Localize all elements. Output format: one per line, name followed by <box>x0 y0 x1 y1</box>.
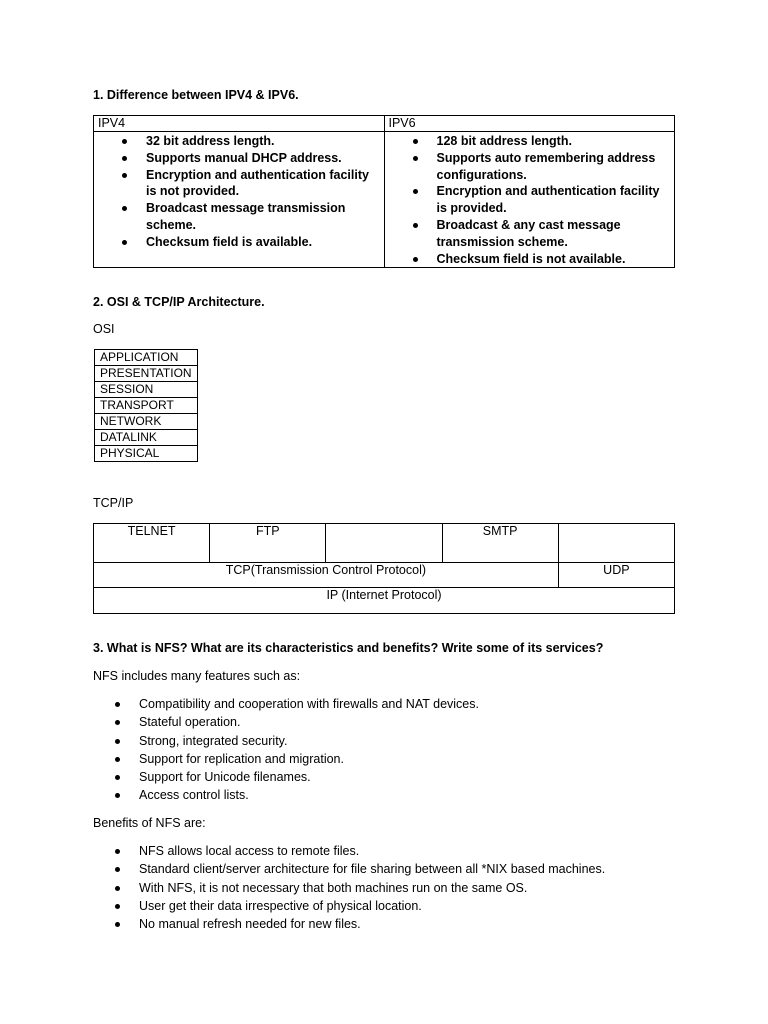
tcpip-label: TCP/IP <box>93 496 134 510</box>
bullet-icon <box>115 757 120 762</box>
list-item: 128 bit address length. <box>437 133 671 150</box>
protocol-cell-empty <box>558 524 674 563</box>
bullet-icon <box>115 793 120 798</box>
list-item: With NFS, it is not necessary that both machines run on the same OS. <box>139 879 605 897</box>
section-3-heading: 3. What is NFS? What are its characteristics and benefits? Write some of its services? <box>93 641 604 655</box>
bullet-icon <box>115 886 120 891</box>
bullet-icon <box>115 775 120 780</box>
bullet-icon <box>122 240 127 245</box>
bullet-icon <box>413 156 418 161</box>
bullet-icon <box>413 257 418 262</box>
udp-cell: UDP <box>558 563 674 588</box>
list-item: Checksum field is available. <box>146 234 380 251</box>
nfs-features-list <box>139 695 479 805</box>
protocol-cell-ftp: FTP <box>210 524 326 563</box>
bullet-icon <box>115 849 120 854</box>
list-item: Access control lists. <box>139 786 479 804</box>
list-item: Broadcast & any cast message transmission scheme. <box>437 217 671 251</box>
benefits-intro: Benefits of NFS are: <box>93 816 206 830</box>
list-item: 32 bit address length. <box>146 133 380 150</box>
list-item: Strong, integrated security. <box>139 732 479 750</box>
osi-layer-stack <box>94 349 198 462</box>
ip-cell: IP (Internet Protocol) <box>94 588 675 614</box>
list-item: Supports manual DHCP address. <box>146 150 380 167</box>
ipv6-header: IPV6 <box>384 116 675 132</box>
osi-layer: PHYSICAL <box>95 446 198 462</box>
osi-layer: NETWORK <box>95 414 198 430</box>
ipv-comparison-table <box>93 115 675 268</box>
ipv4-header: IPV4 <box>94 116 385 132</box>
bullet-icon <box>122 139 127 144</box>
bullet-icon <box>413 189 418 194</box>
bullet-icon <box>115 702 120 707</box>
list-item: Support for Unicode filenames. <box>139 768 479 786</box>
bullet-icon <box>413 223 418 228</box>
bullet-icon <box>115 922 120 927</box>
osi-layer: SESSION <box>95 382 198 398</box>
osi-layer: APPLICATION <box>95 350 198 366</box>
osi-layer: PRESENTATION <box>95 366 198 382</box>
list-item: NFS allows local access to remote files. <box>139 842 605 860</box>
osi-label: OSI <box>93 322 115 336</box>
bullet-icon <box>115 904 120 909</box>
list-item: Support for replication and migration. <box>139 750 479 768</box>
protocol-cell-smtp: SMTP <box>442 524 558 563</box>
section-1-heading: 1. Difference between IPV4 & IPV6. <box>93 88 299 102</box>
bullet-icon <box>115 720 120 725</box>
protocol-cell-empty <box>326 524 442 563</box>
tcpip-model-table <box>93 523 675 614</box>
nfs-benefits-list <box>139 842 605 933</box>
list-item: Standard client/server architecture for file sharing between all *NIX based machines. <box>139 860 605 878</box>
list-item: Broadcast message transmission scheme. <box>146 200 380 234</box>
list-item: Compatibility and cooperation with firewalls and NAT devices. <box>139 695 479 713</box>
ipv4-cell <box>94 132 385 268</box>
osi-layer: DATALINK <box>95 430 198 446</box>
features-intro: NFS includes many features such as: <box>93 669 301 683</box>
bullet-icon <box>115 739 120 744</box>
list-item: User get their data irrespective of physical location. <box>139 897 605 915</box>
bullet-icon <box>122 156 127 161</box>
bullet-icon <box>413 139 418 144</box>
list-item: Checksum field is not available. <box>437 251 671 268</box>
ipv6-cell <box>384 132 675 268</box>
osi-layer: TRANSPORT <box>95 398 198 414</box>
list-item: Encryption and authentication facility is not provided. <box>146 167 380 201</box>
ipv6-list <box>389 133 671 267</box>
ipv4-list <box>98 133 380 251</box>
bullet-icon <box>122 206 127 211</box>
list-item: Encryption and authentication facility is provided. <box>437 183 671 217</box>
list-item: Supports auto remembering address configurations. <box>437 150 671 184</box>
list-item: No manual refresh needed for new files. <box>139 915 605 933</box>
bullet-icon <box>122 173 127 178</box>
protocol-cell-telnet: TELNET <box>94 524 210 563</box>
list-item: Stateful operation. <box>139 713 479 731</box>
bullet-icon <box>115 867 120 872</box>
section-2-heading: 2. OSI & TCP/IP Architecture. <box>93 295 265 309</box>
tcp-cell: TCP(Transmission Control Protocol) <box>94 563 559 588</box>
